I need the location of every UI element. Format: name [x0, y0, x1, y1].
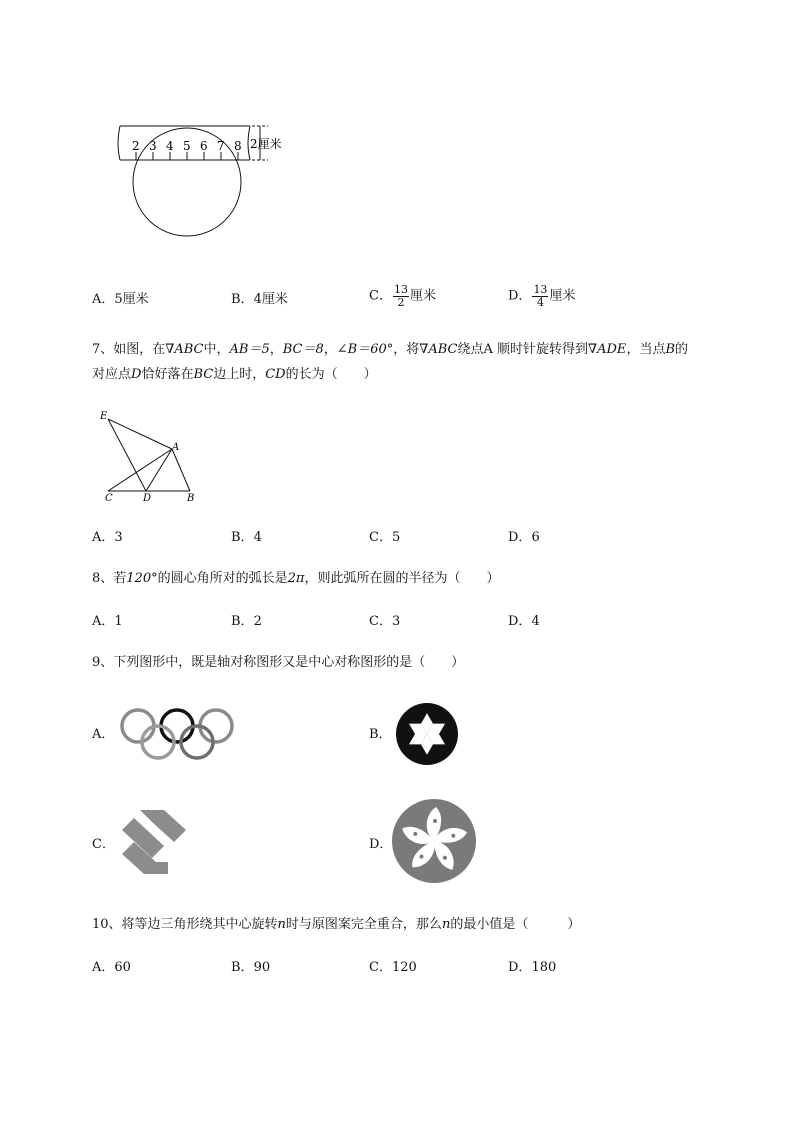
- olympic-rings-icon: [118, 706, 236, 762]
- option-unit: 厘米: [409, 288, 436, 304]
- option-letter: C．: [369, 288, 392, 304]
- option-text: 5厘米: [114, 292, 149, 307]
- q10-stem: 10、将等边三角形绕其中心旋转n时与原图案完全重合，那么n的最小值是（ ）: [92, 917, 581, 932]
- fraction: $\frac{13}{4}$: [533, 283, 548, 309]
- q7-stem-line-2: 对应点D恰好落在BC边上时，CD的长为（ ）: [92, 367, 377, 382]
- q6-option-b[interactable]: [231, 292, 288, 308]
- ruler-tick-label: 6: [200, 139, 208, 153]
- q6-option-d[interactable]: [508, 284, 575, 309]
- point-label-b: B: [187, 493, 195, 504]
- q6-option-c[interactable]: [369, 284, 436, 309]
- triangle-rotation-figure: [96, 405, 206, 505]
- option-text: 4厘米: [253, 292, 288, 307]
- ruler-tick-label: 7: [217, 139, 225, 153]
- option-unit: 厘米: [549, 288, 576, 304]
- q9-stem: 9、下列图形中，既是轴对称图形又是中心对称图形的是（ ）: [92, 655, 465, 670]
- point-label-d: D: [143, 493, 152, 504]
- q8-stem: 8、若120°的圆心角所对的弧长是2π，则此弧所在圆的半径为（ ）: [92, 571, 500, 586]
- q7-stem-line-1: 7、如图，在∇ABC中，AB＝5，BC＝8，∠B＝60°，将∇ABC绕点A 顺时针旋转得到∇ADE，当点B的: [92, 342, 689, 357]
- q6-option-a[interactable]: [92, 292, 149, 308]
- ruler-tick-label: 4: [166, 139, 174, 153]
- q7-option-c[interactable]: C．5: [369, 530, 401, 545]
- q8-option-d[interactable]: D．4: [508, 614, 540, 629]
- ruler-circle-figure: [110, 120, 290, 240]
- suzuki-s-icon: [118, 808, 190, 876]
- ruler-tick-label: 8: [234, 139, 242, 153]
- point-label-c: C: [105, 493, 113, 504]
- q10-option-d[interactable]: D．180: [508, 960, 557, 975]
- option-letter: A．: [92, 292, 115, 307]
- point-label-a: A: [172, 442, 180, 453]
- q9-option-d-label[interactable]: D．: [369, 837, 393, 852]
- q8-option-b[interactable]: B．2: [231, 614, 262, 629]
- q7-option-d[interactable]: D．6: [508, 530, 540, 545]
- fraction: $\frac{13}{2}$: [393, 283, 408, 309]
- q10-option-c[interactable]: C．120: [369, 960, 417, 975]
- ruler-tick-label: 3: [149, 139, 157, 153]
- q10-option-b[interactable]: B．90: [231, 960, 271, 975]
- q8-option-a[interactable]: A．1: [92, 614, 123, 629]
- ruler-height-label: 2厘米: [250, 137, 282, 151]
- q10-option-a[interactable]: A．60: [92, 960, 131, 975]
- point-label-e: E: [100, 411, 108, 422]
- q9-option-c-label[interactable]: C．: [92, 837, 115, 852]
- q7-option-b[interactable]: B．4: [231, 530, 262, 545]
- q9-option-b-label[interactable]: B．: [369, 727, 392, 742]
- bauhinia-flower-icon: [391, 798, 477, 884]
- ruler-tick-label: 2: [132, 139, 140, 153]
- q8-option-c[interactable]: C．3: [369, 614, 401, 629]
- q9-option-a-label[interactable]: A．: [92, 727, 115, 742]
- snowflake-hexagon-icon: [395, 702, 459, 766]
- ruler-tick-label: 5: [183, 139, 191, 153]
- q7-option-a[interactable]: A．3: [92, 530, 123, 545]
- option-letter: D．: [508, 288, 532, 304]
- option-letter: B．: [231, 292, 254, 307]
